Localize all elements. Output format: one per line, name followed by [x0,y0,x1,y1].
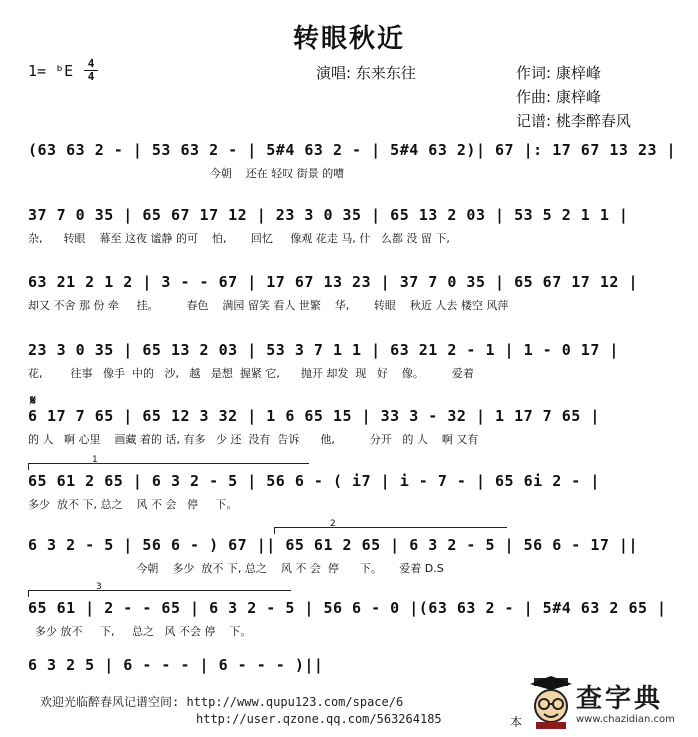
score-row-9 [28,655,678,675]
key-signature: 1= ᵇE [28,62,74,80]
notation-line: (63 63 2 - | 53 63 2 - | 5#4 63 2 - | 5#4 63 2)| 67 |: 17 67 13 23 | [28,141,677,159]
notation-line: 65 61 2 65 | 6 3 2 - 5 | 56 6 - ( i7 | i - 7 - | 65 6i 2 - | [28,472,600,490]
notation-line: 6 17 7 65 | 65 12 3 32 | 1 6 65 15 | 33 3 - 32 | 1 17 7 65 | [28,407,600,425]
watermark-logo [528,676,686,732]
lyrics-line: 杂, 转眼 幕至 这夜 谧静 的可 怕, 回忆 像观 花走 马, 什 么都 没 留 下, [28,232,450,245]
lyrics-line: 多少 放不 下, 总之 风 不 会 停 下。 [28,498,238,511]
notation-line: 65 61 | 2 - - 65 | 6 3 2 - 5 | 56 6 - 0 |(63 63 2 - | 5#4 63 2 65 | [28,599,667,617]
time-signature-top: 4 [87,57,95,70]
footer-line-2: http://user.qzone.qq.com/563264185 [196,712,442,726]
lyrics-line: 多少 放不 下, 总之 风 不会 停 下。 [28,625,252,638]
watermark-name: 查字典 [576,684,664,714]
transcriber-credit: 记谱: 桃李醉春风 [516,112,631,130]
lyrics-line: 却又 不舍 那 份 牵 挂。 春色 满园 留笑 看人 世繁 华, 转眼 秋近 人去 楼空 风萍 [28,299,509,312]
song-title: 转眼秋近 [292,24,405,54]
score-row-6 [28,471,678,512]
volta-number-3: 3 [96,582,102,592]
score-row-7 [28,535,678,576]
notation-line: 37 7 0 35 | 65 67 17 12 | 23 3 0 35 | 65 13 2 03 | 53 5 2 1 1 | [28,206,629,224]
score-row-1 [28,140,678,181]
segno-sign: 𝄋 [30,393,37,409]
footer-line-1: 欢迎光临醉春风记谱空间: http://www.qupu123.com/space/6 [40,695,404,709]
time-signature [84,58,98,83]
notation-line: 6 3 2 5 | 6 - - - | 6 - - - )|| [28,656,324,674]
lyrics-line: 的 人 啊 心里 画藏 着的 话, 有多 少 还 没有 告诉 他, 分开 的 人 啊 又有 [28,433,479,446]
scholar-face-icon [528,676,574,730]
lyrics-line: 今朝 还在 轻叹 街景 的嘈 [28,167,345,180]
time-signature-bottom: 4 [87,70,95,83]
volta-bracket-1 [28,463,309,470]
score-row-8 [28,598,678,639]
volta-bracket-3 [28,590,291,597]
footer-char: 本 [510,715,523,729]
notation-line: 63 21 2 1 2 | 3 - - 67 | 17 67 13 23 | 37 7 0 35 | 65 67 17 12 | [28,273,638,291]
singer-credit: 演唱: 东来东往 [316,64,416,82]
lyrics-line: 花, 往事 像手 中的 沙, 越 是想 握紧 它, 抛开 却发 现 好 像。 爱着 [28,367,474,380]
notation-line: 6 3 2 - 5 | 56 6 - ) 67 || 65 61 2 65 | 6 3 2 - 5 | 56 6 - 17 || [28,536,638,554]
score-row-5 [28,406,678,447]
watermark-url: www.chazidian.com [576,714,675,725]
score-row-2 [28,205,678,246]
lyricist-credit: 作词: 康梓峰 [516,64,601,82]
score-row-4 [28,340,678,381]
score-row-3 [28,272,678,313]
lyrics-line: 今朝 多少 放不 下, 总之 风 不 会 停 下。 爱着 D.S [28,562,444,575]
notation-line: 23 3 0 35 | 65 13 2 03 | 53 3 7 1 1 | 63 21 2 - 1 | 1 - 0 17 | [28,341,619,359]
composer-credit: 作曲: 康梓峰 [516,88,601,106]
volta-number-1: 1 [92,455,98,465]
volta-bracket-2 [274,527,507,534]
volta-number-2: 2 [330,519,336,529]
